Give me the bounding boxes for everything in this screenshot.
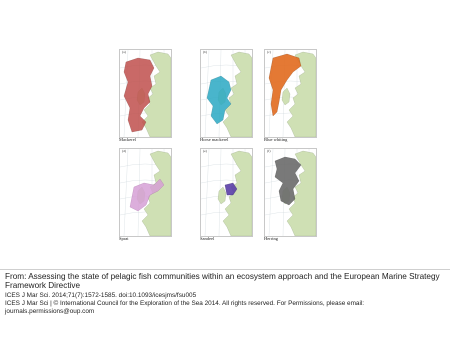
panel-caption: Sandeel xyxy=(200,236,215,241)
panel-caption: Mackerel xyxy=(119,137,136,142)
panel-a-mackerel-map xyxy=(119,49,172,138)
caption-copyright: ICES J Mar Sci | © International Council for the Exploration of the Sea 2014. All rights reserved. For Permissions, please email: journals.permissions@oup.com xyxy=(5,300,365,316)
panel-letter: (a) xyxy=(122,50,126,54)
panel-c-blue-whiting-map xyxy=(264,49,317,138)
panel-letter: (c) xyxy=(267,50,271,54)
panel-caption: Blue whiting xyxy=(264,137,288,142)
map-b xyxy=(201,50,252,137)
map-a xyxy=(120,50,171,137)
caption-from: From: Assessing the state of pelagic fish communities within an ecosystem approach and the European Marine Strategy Framework Directive xyxy=(5,272,440,291)
panel-f-herring-map xyxy=(264,148,317,237)
figure-caption xyxy=(5,272,445,316)
panel-d-sprat-map xyxy=(119,148,172,237)
map-d xyxy=(120,149,171,236)
map-e xyxy=(201,149,252,236)
panel-b-horse-mackerel-map xyxy=(200,49,253,138)
panel-caption: Horse mackerel xyxy=(200,137,229,142)
panel-caption: Sprat xyxy=(119,236,129,241)
land-uk xyxy=(218,187,226,204)
panel-letter: (b) xyxy=(203,50,208,54)
panel-letter: (e) xyxy=(203,149,207,153)
map-f xyxy=(265,149,316,236)
caption-divider xyxy=(0,269,450,270)
map-c xyxy=(265,50,316,137)
panel-caption: Herring xyxy=(264,236,278,241)
panel-letter: (d) xyxy=(122,149,127,153)
caption-citation: ICES J Mar Sci. 2014;71(7):1572-1585. doi:10.1093/icesjms/fsu005 xyxy=(5,291,197,299)
panel-letter: (f) xyxy=(267,149,271,153)
panel-e-sandeel-map xyxy=(200,148,253,237)
land-uk xyxy=(282,88,290,105)
species-distribution xyxy=(207,76,231,124)
